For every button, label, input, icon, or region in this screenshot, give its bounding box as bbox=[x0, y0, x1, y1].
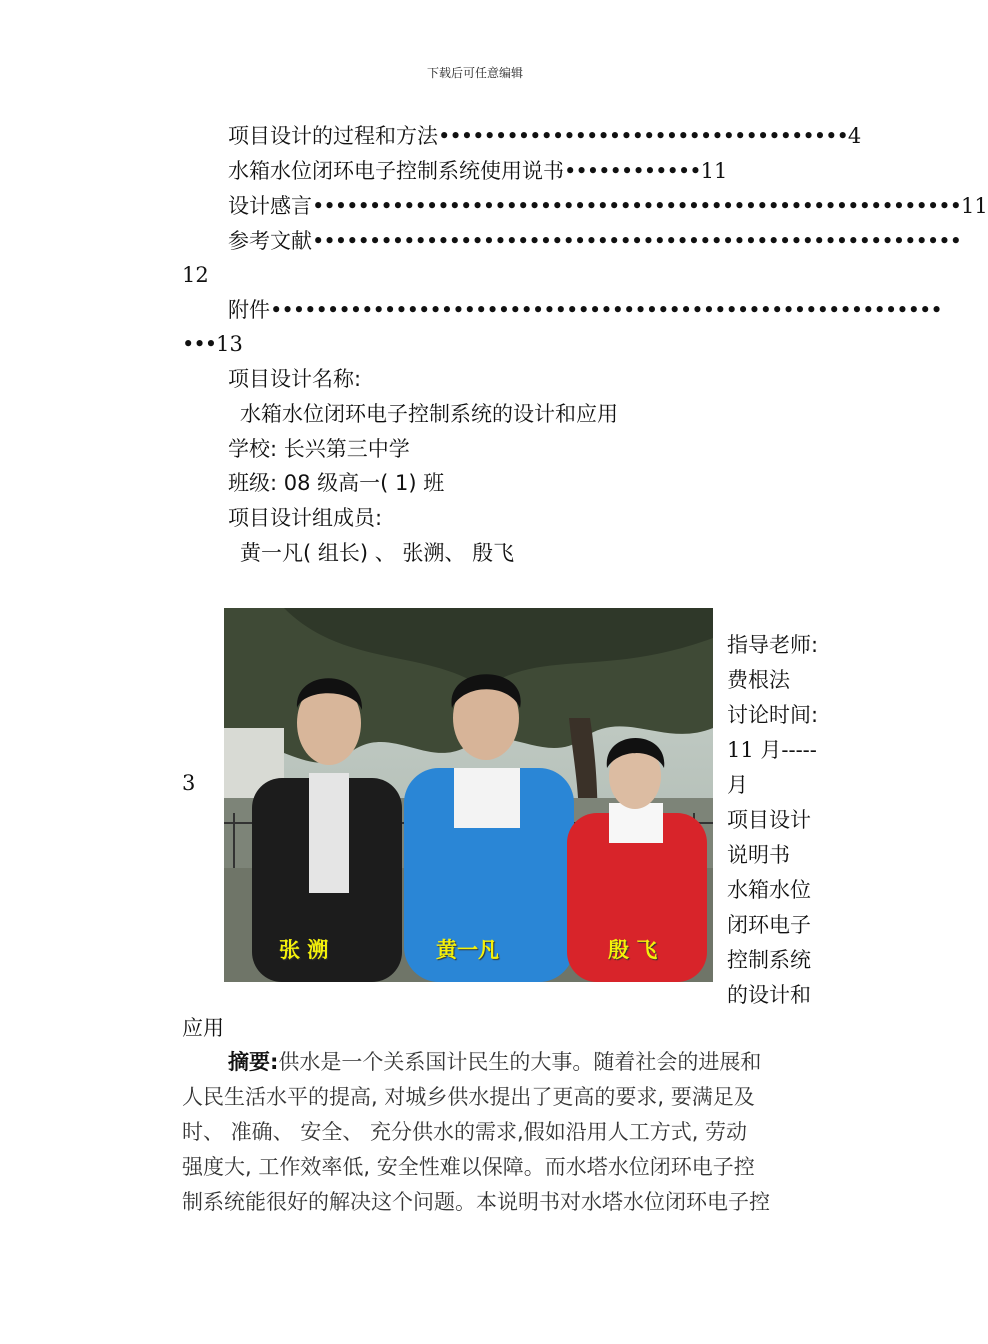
abstract-first-line bbox=[182, 1045, 832, 1080]
toc-item-3[interactable] bbox=[228, 189, 988, 223]
side-line: 月 bbox=[727, 773, 748, 797]
side-line: 11 月----- bbox=[727, 738, 817, 762]
toc-item-4[interactable] bbox=[228, 224, 961, 258]
toc-title: 项目设计的过程和方法 bbox=[228, 124, 438, 148]
toc-item-1[interactable] bbox=[228, 119, 861, 153]
photo-caption-huangyifan: 黄一凡 bbox=[436, 938, 499, 962]
page-header-note: 下载后可任意编辑 bbox=[426, 66, 523, 80]
project-name-label: 项目设计名称: bbox=[228, 367, 362, 391]
toc-page: 11 bbox=[961, 194, 988, 218]
class-line: 班级: 08 级高一( 1) 班 bbox=[228, 471, 445, 495]
toc-page: 11 bbox=[700, 159, 728, 183]
page-number-marker: 3 bbox=[182, 771, 196, 795]
toc-title: 参考文献 bbox=[228, 229, 312, 253]
photo-caption-zhangsu: 张 溯 bbox=[279, 938, 329, 962]
side-line: 控制系统 bbox=[727, 948, 811, 972]
toc-dots: ••• bbox=[182, 332, 217, 356]
side-line: 闭环电子 bbox=[727, 913, 811, 937]
side-text-column bbox=[727, 628, 818, 1013]
toc-title: 附件 bbox=[228, 298, 270, 322]
abstract-line: 人民生活水平的提高, 对城乡供水提出了更高的要求, 要满足及 bbox=[182, 1085, 755, 1109]
abstract-label: 摘要: bbox=[228, 1050, 279, 1074]
side-line: 项目设计 bbox=[727, 808, 811, 832]
abstract-text: 供水是一个关系国计民生的大事。随着社会的进展和 bbox=[278, 1050, 762, 1074]
toc-title: 水箱水位闭环电子控制系统使用说书 bbox=[228, 159, 564, 183]
side-text-wrap: 应用 bbox=[182, 1016, 224, 1040]
toc-title: 设计感言 bbox=[228, 194, 312, 218]
abstract-line: 制系统能很好的解决这个问题。本说明书对水塔水位闭环电子控 bbox=[182, 1190, 770, 1214]
toc-dots: ••••••••••••••••••••••••••••••••••••••••••••••••••••••••• bbox=[312, 194, 962, 218]
toc-dots: •••••••••••••••••••••••••••••••••••• bbox=[438, 124, 848, 148]
toc-dots: •••••••••••• bbox=[564, 159, 701, 183]
toc-dots: ••••••••••••••••••••••••••••••••••••••••••••••••••••••••• bbox=[312, 229, 962, 253]
toc-page: 4 bbox=[847, 124, 862, 148]
members-list: 黄一凡( 组长) 、 张溯、 殷飞 bbox=[240, 541, 515, 565]
abstract-line: 强度大, 工作效率低, 安全性难以保障。而水塔水位闭环电子控 bbox=[182, 1155, 755, 1179]
toc-page: 13 bbox=[216, 332, 243, 356]
side-line: 的设计和 bbox=[727, 983, 811, 1007]
abstract-paragraph bbox=[182, 1045, 832, 1220]
toc-page-wrap-2 bbox=[182, 327, 243, 361]
toc-page-wrap: 12 bbox=[182, 263, 209, 287]
members-label: 项目设计组成员: bbox=[228, 506, 383, 530]
toc-item-2[interactable] bbox=[228, 154, 727, 188]
side-line: 费根法 bbox=[727, 668, 790, 692]
toc-item-5[interactable] bbox=[228, 293, 942, 327]
group-photo bbox=[224, 608, 713, 982]
side-line: 指导老师: bbox=[727, 633, 819, 657]
side-line: 讨论时间: bbox=[727, 703, 819, 727]
abstract-line: 时、 准确、 安全、 充分供水的需求,假如沿用人工方式, 劳动 bbox=[182, 1120, 748, 1144]
project-name: 水箱水位闭环电子控制系统的设计和应用 bbox=[240, 402, 618, 426]
group-photo-illustration bbox=[224, 608, 713, 982]
side-line: 说明书 bbox=[727, 843, 790, 867]
side-line: 水箱水位 bbox=[727, 878, 811, 902]
photo-caption-yinfei: 殷 飞 bbox=[608, 938, 658, 962]
toc-dots: ••••••••••••••••••••••••••••••••••••••••••••••••••••••••••• bbox=[270, 298, 942, 322]
school-line: 学校: 长兴第三中学 bbox=[228, 437, 410, 461]
